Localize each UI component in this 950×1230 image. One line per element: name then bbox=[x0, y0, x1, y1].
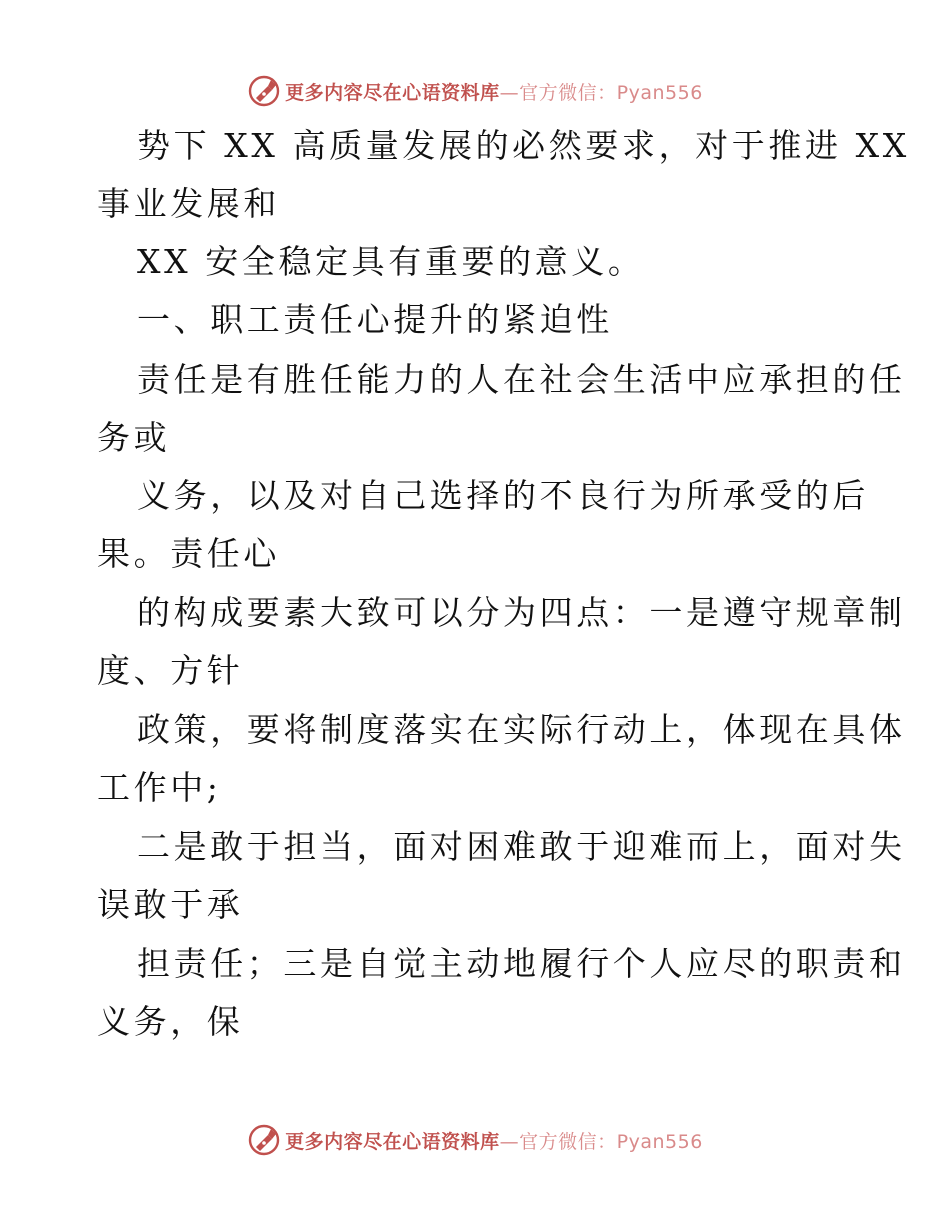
banner-text bbox=[285, 78, 703, 105]
header-banner bbox=[0, 69, 950, 113]
banner-separator: — bbox=[499, 81, 520, 104]
body-line: 担责任；三是自觉主动地履行个人应尽的职责和 bbox=[137, 944, 906, 983]
body-line: 政策，要将制度落实在实际行动上，体现在具体 bbox=[137, 710, 906, 749]
pen-nib-logo-icon bbox=[247, 74, 281, 108]
banner-contact-text: 官方微信：Pyan556 bbox=[519, 1130, 703, 1153]
body-line: 工作中; bbox=[97, 768, 222, 807]
body-line: XX 安全稳定具有重要的意义。 bbox=[137, 242, 645, 281]
body-line: 二是敢于担当，面对困难敢于迎难而上，面对失 bbox=[137, 827, 906, 866]
body-line: 事业发展和 bbox=[97, 184, 280, 223]
banner-text bbox=[285, 1127, 703, 1154]
footer-banner bbox=[0, 1118, 950, 1162]
section-heading: 一、职工责任心提升的紧迫性 bbox=[137, 300, 613, 339]
body-line: 义务，以及对自己选择的不良行为所承受的后 bbox=[137, 476, 869, 515]
banner-contact-text: 官方微信：Pyan556 bbox=[519, 81, 703, 104]
body-line: 误敢于承 bbox=[97, 885, 244, 924]
body-line: 度、方针 bbox=[97, 651, 244, 690]
banner-brand-text: 更多内容尽在心语资料库 bbox=[285, 81, 500, 104]
pen-nib-logo-icon bbox=[247, 1123, 281, 1157]
body-line: 义务，保 bbox=[97, 1002, 244, 1041]
body-line: 责任是有胜任能力的人在社会生活中应承担的任 bbox=[137, 360, 906, 399]
banner-separator: — bbox=[499, 1130, 520, 1153]
body-line: 务或 bbox=[97, 418, 171, 457]
body-line: 的构成要素大致可以分为四点：一是遵守规章制 bbox=[137, 593, 906, 632]
body-line: 势下 XX 高质量发展的必然要求，对于推进 XX bbox=[137, 126, 910, 165]
banner-brand-text: 更多内容尽在心语资料库 bbox=[285, 1130, 500, 1153]
body-line: 果。责任心 bbox=[97, 534, 280, 573]
